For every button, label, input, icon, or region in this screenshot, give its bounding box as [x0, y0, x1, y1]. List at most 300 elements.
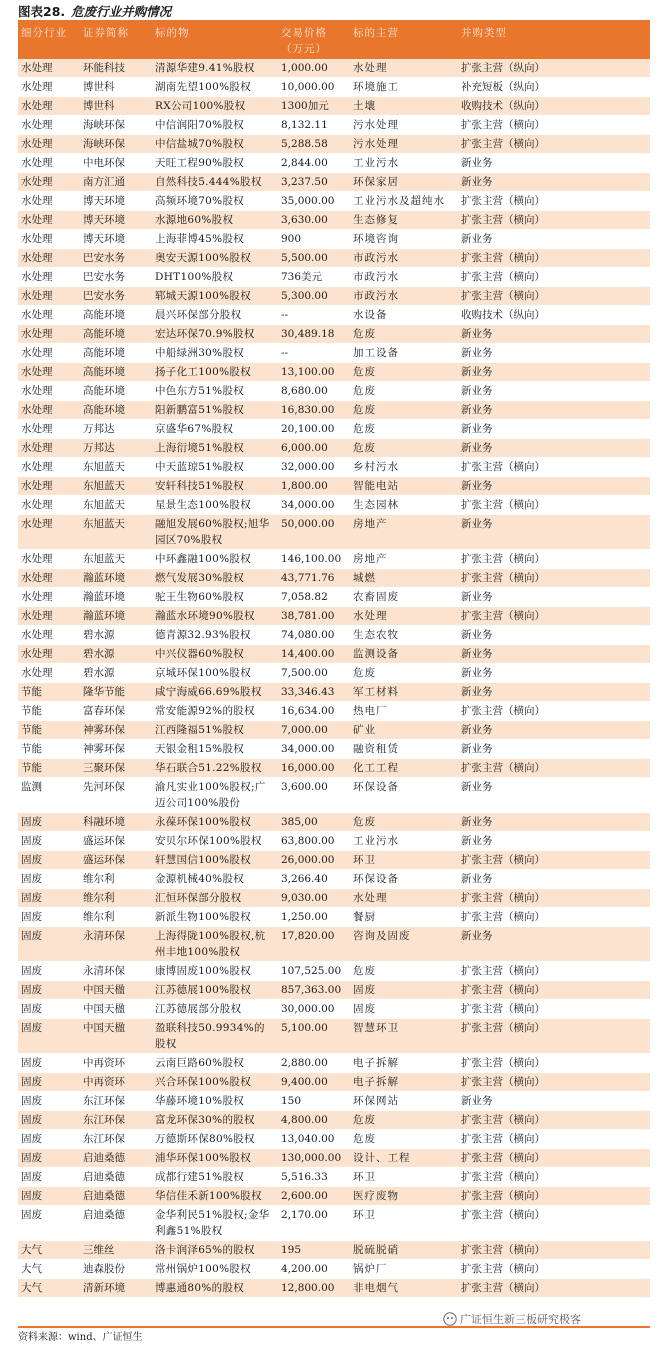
table-row [18, 569, 650, 588]
cell-type: 新业务 [458, 154, 650, 173]
cell-type: 扩张主营（横向） [458, 1241, 650, 1260]
cell-industry: 水处理 [18, 344, 80, 363]
cell-price: 5,288.58 [278, 135, 350, 154]
table-row [18, 97, 650, 116]
cell-stock: 维尔利 [80, 889, 152, 908]
cell-type: 扩张主营（横向） [458, 1279, 650, 1298]
header-price: 交易价格（万元） [278, 22, 350, 59]
cell-stock: 启迪桑德 [80, 1149, 152, 1168]
table-row [18, 962, 650, 981]
cell-type: 新业务 [458, 230, 650, 249]
table-row [18, 249, 650, 268]
cell-type: 扩张主营（横向） [458, 268, 650, 287]
cell-business: 环保设备 [350, 870, 458, 889]
cell-stock: 东江环保 [80, 1092, 152, 1111]
cell-type: 扩张主营（横向） [458, 1000, 650, 1019]
cell-business: 危废 [350, 1130, 458, 1149]
cell-type: 新业务 [458, 721, 650, 740]
wechat-icon [443, 1312, 457, 1326]
cell-industry: 水处理 [18, 382, 80, 401]
cell-price: 43,771.76 [278, 569, 350, 588]
cell-target: 永葆环保100%股权 [152, 813, 278, 832]
cell-type: 扩张主营（横向） [458, 1019, 650, 1054]
cell-target: 江苏德展部分股权 [152, 1000, 278, 1019]
cell-price: 5,300.00 [278, 287, 350, 306]
cell-type: 扩张主营（横向） [458, 192, 650, 211]
cell-industry: 水处理 [18, 607, 80, 626]
cell-business: 环保家居 [350, 173, 458, 192]
cell-target: 浦华环保100%股权 [152, 1149, 278, 1168]
cell-type: 新业务 [458, 1092, 650, 1111]
table-row [18, 1149, 650, 1168]
table-row [18, 230, 650, 249]
cell-price: 1300加元 [278, 97, 350, 116]
cell-industry: 固废 [18, 1187, 80, 1206]
table-row [18, 401, 650, 420]
cell-type: 新业务 [458, 173, 650, 192]
cell-price: 38,781.00 [278, 607, 350, 626]
cell-price: 2,170.00 [278, 1206, 350, 1241]
cell-business: 监测设备 [350, 645, 458, 664]
cell-price: 3,237.50 [278, 173, 350, 192]
cell-business: 市政污水 [350, 249, 458, 268]
cell-target: 中信盐城70%股权 [152, 135, 278, 154]
cell-stock: 万邦达 [80, 420, 152, 439]
cell-price: 7,000.00 [278, 721, 350, 740]
cell-target: 宏达环保70.9%股权 [152, 325, 278, 344]
cell-type: 扩张主营（横向） [458, 1054, 650, 1073]
cell-industry: 水处理 [18, 59, 80, 78]
header-stock: 证券简称 [80, 22, 152, 59]
cell-industry: 水处理 [18, 173, 80, 192]
cell-type: 新业务 [458, 363, 650, 382]
cell-business: 锅炉厂 [350, 1260, 458, 1279]
cell-business: 智慧环卫 [350, 1019, 458, 1054]
table-row [18, 1073, 650, 1092]
cell-type: 扩张主营（横向） [458, 1260, 650, 1279]
cell-target: 清源华建9.41%股权 [152, 59, 278, 78]
cell-type: 扩张主营（纵向） [458, 59, 650, 78]
cell-type: 扩张主营（横向） [458, 211, 650, 230]
cell-industry: 大气 [18, 1279, 80, 1298]
cell-business: 生态农牧 [350, 626, 458, 645]
cell-business: 军工材料 [350, 683, 458, 702]
table-row [18, 287, 650, 306]
cell-price: 34,000.00 [278, 740, 350, 759]
table-row [18, 981, 650, 1000]
cell-target: 常州锅炉100%股权 [152, 1260, 278, 1279]
cell-type: 扩张主营（横向） [458, 249, 650, 268]
cell-industry: 固废 [18, 908, 80, 927]
cell-price: 107,525.00 [278, 962, 350, 981]
cell-business: 融资租赁 [350, 740, 458, 759]
cell-industry: 水处理 [18, 249, 80, 268]
cell-industry: 水处理 [18, 192, 80, 211]
cell-price: 20,100.00 [278, 420, 350, 439]
cell-type: 新业务 [458, 778, 650, 813]
cell-target: 常安能源92%的股权 [152, 702, 278, 721]
cell-business: 城燃 [350, 569, 458, 588]
cell-type: 新业务 [458, 477, 650, 496]
cell-business: 危废 [350, 439, 458, 458]
cell-industry: 水处理 [18, 588, 80, 607]
cell-target: 京盛华67%股权 [152, 420, 278, 439]
cell-type: 扩张主营（横向） [458, 1149, 650, 1168]
cell-business: 危废 [350, 363, 458, 382]
cell-industry: 固废 [18, 1019, 80, 1054]
cell-price: 4,200.00 [278, 1260, 350, 1279]
ma-table [18, 22, 650, 1298]
cell-stock: 中再资环 [80, 1073, 152, 1092]
cell-price: 4,800.00 [278, 1111, 350, 1130]
cell-industry: 水处理 [18, 268, 80, 287]
cell-industry: 监测 [18, 778, 80, 813]
cell-target: 中天蓝琼51%股权 [152, 458, 278, 477]
cell-price: 195 [278, 1241, 350, 1260]
cell-target: 万德斯环保80%股权 [152, 1130, 278, 1149]
cell-price: 2,844.00 [278, 154, 350, 173]
cell-business: 水设备 [350, 306, 458, 325]
table-row [18, 363, 650, 382]
cell-target: 富龙环保30%的股权 [152, 1111, 278, 1130]
cell-type: 扩张主营（横向） [458, 981, 650, 1000]
cell-stock: 维尔利 [80, 908, 152, 927]
cell-business: 工业污水及超纯水 [350, 192, 458, 211]
cell-industry: 水处理 [18, 439, 80, 458]
cell-business: 电子拆解 [350, 1054, 458, 1073]
cell-stock: 富春环保 [80, 702, 152, 721]
cell-price: 130,000.00 [278, 1149, 350, 1168]
cell-type: 新业务 [458, 740, 650, 759]
table-body [18, 59, 650, 1298]
cell-target: 华石联合51.22%股权 [152, 759, 278, 778]
table-row [18, 496, 650, 515]
cell-stock: 三维丝 [80, 1241, 152, 1260]
cell-target: 扬子化工100%股权 [152, 363, 278, 382]
cell-target: DHT100%股权 [152, 268, 278, 287]
cell-price: 3,630.00 [278, 211, 350, 230]
cell-type: 收购技术（纵向） [458, 306, 650, 325]
table-row [18, 344, 650, 363]
cell-target: 湖南先望100%股权 [152, 78, 278, 97]
cell-target: 江西隆福51%股权 [152, 721, 278, 740]
cell-stock: 碧水源 [80, 664, 152, 683]
cell-business: 智能电站 [350, 477, 458, 496]
cell-industry: 固废 [18, 1054, 80, 1073]
cell-industry: 水处理 [18, 116, 80, 135]
cell-business: 污水处理 [350, 135, 458, 154]
cell-target: 安轩科技51%股权 [152, 477, 278, 496]
cell-type: 新业务 [458, 927, 650, 962]
cell-industry: 节能 [18, 740, 80, 759]
table-row [18, 135, 650, 154]
cell-price: 16,830.00 [278, 401, 350, 420]
table-row [18, 420, 650, 439]
table-row [18, 813, 650, 832]
cell-industry: 水处理 [18, 550, 80, 569]
cell-business: 危废 [350, 813, 458, 832]
cell-price: 146,100.00 [278, 550, 350, 569]
cell-type: 扩张主营（横向） [458, 1111, 650, 1130]
cell-target: 燃气发展30%股权 [152, 569, 278, 588]
cell-stock: 东江环保 [80, 1111, 152, 1130]
cell-industry: 水处理 [18, 515, 80, 550]
cell-stock: 巴安水务 [80, 249, 152, 268]
cell-industry: 水处理 [18, 135, 80, 154]
cell-stock: 海峡环保 [80, 135, 152, 154]
cell-business: 危废 [350, 401, 458, 420]
cell-industry: 节能 [18, 721, 80, 740]
cell-stock: 高能环境 [80, 363, 152, 382]
table-row [18, 1260, 650, 1279]
cell-stock: 巴安水务 [80, 287, 152, 306]
cell-business: 工业污水 [350, 832, 458, 851]
table-row [18, 1019, 650, 1054]
cell-type: 新业务 [458, 664, 650, 683]
cell-price: 857,363.00 [278, 981, 350, 1000]
cell-stock: 神雾环保 [80, 740, 152, 759]
cell-industry: 水处理 [18, 78, 80, 97]
cell-target: 兴合环保100%股权 [152, 1073, 278, 1092]
cell-type: 扩张主营（横向） [458, 1206, 650, 1241]
cell-business: 矿业 [350, 721, 458, 740]
cell-business: 固废 [350, 1000, 458, 1019]
source-note [18, 1326, 650, 1345]
cell-business: 土壤 [350, 97, 458, 116]
cell-industry: 大气 [18, 1260, 80, 1279]
cell-stock: 中再资环 [80, 1054, 152, 1073]
table-row [18, 664, 650, 683]
table-row [18, 1279, 650, 1298]
cell-price: 2,600.00 [278, 1187, 350, 1206]
cell-industry: 固废 [18, 981, 80, 1000]
cell-industry: 水处理 [18, 154, 80, 173]
cell-business: 危废 [350, 962, 458, 981]
cell-stock: 维尔利 [80, 870, 152, 889]
cell-price: 7,058.82 [278, 588, 350, 607]
cell-type: 新业务 [458, 645, 650, 664]
cell-industry: 节能 [18, 702, 80, 721]
table-row [18, 211, 650, 230]
table-row [18, 477, 650, 496]
cell-target: 天旺工程90%股权 [152, 154, 278, 173]
table-row [18, 550, 650, 569]
cell-type: 扩张主营（横向） [458, 851, 650, 870]
cell-industry: 水处理 [18, 664, 80, 683]
cell-price: 6,000.00 [278, 439, 350, 458]
cell-price: 5,500.00 [278, 249, 350, 268]
cell-price: 10,000.00 [278, 78, 350, 97]
cell-type: 扩张主营（横向） [458, 569, 650, 588]
cell-stock: 盛运环保 [80, 832, 152, 851]
table-row [18, 59, 650, 78]
cell-target: 中环鑫融100%股权 [152, 550, 278, 569]
table-row [18, 702, 650, 721]
cell-business: 市政污水 [350, 268, 458, 287]
cell-type: 扩张主营（横向） [458, 458, 650, 477]
figure-title [18, 4, 650, 22]
cell-stock: 先河环保 [80, 778, 152, 813]
cell-industry: 固废 [18, 851, 80, 870]
cell-industry: 水处理 [18, 211, 80, 230]
cell-industry: 水处理 [18, 287, 80, 306]
cell-price: 8,132.11 [278, 116, 350, 135]
cell-industry: 水处理 [18, 458, 80, 477]
cell-target: 咸宁海威66.69%股权 [152, 683, 278, 702]
cell-type: 扩张主营（横向） [458, 287, 650, 306]
cell-stock: 永清环保 [80, 927, 152, 962]
cell-target: RX公司100%股权 [152, 97, 278, 116]
table-row [18, 1111, 650, 1130]
table-row [18, 515, 650, 550]
cell-type: 扩张主营（横向） [458, 135, 650, 154]
cell-target: 华藤环境10%股权 [152, 1092, 278, 1111]
cell-business: 农畜固废 [350, 588, 458, 607]
cell-type: 扩张主营（横向） [458, 550, 650, 569]
table-row [18, 1054, 650, 1073]
cell-stock: 永清环保 [80, 962, 152, 981]
cell-stock: 科融环境 [80, 813, 152, 832]
table-row [18, 778, 650, 813]
cell-type: 新业务 [458, 401, 650, 420]
cell-business: 环卫 [350, 851, 458, 870]
cell-price: 1,000.00 [278, 59, 350, 78]
header-industry: 细分行业 [18, 22, 80, 59]
cell-price: 33,346.43 [278, 683, 350, 702]
cell-business: 工业污水 [350, 154, 458, 173]
cell-type: 补充短板（纵向） [458, 78, 650, 97]
cell-industry: 固废 [18, 962, 80, 981]
cell-industry: 水处理 [18, 230, 80, 249]
header-type: 并购类型 [458, 22, 650, 59]
cell-industry: 固废 [18, 1092, 80, 1111]
cell-target: 高频环境70%股权 [152, 192, 278, 211]
table-row [18, 1241, 650, 1260]
header-target: 标的物 [152, 22, 278, 59]
cell-type: 扩张主营（横向） [458, 908, 650, 927]
cell-target: 康博固废100%股权 [152, 962, 278, 981]
cell-type: 新业务 [458, 439, 650, 458]
cell-type: 收购技术（纵向） [458, 97, 650, 116]
table-row [18, 306, 650, 325]
cell-business: 危废 [350, 420, 458, 439]
cell-business: 脱硫脱硝 [350, 1241, 458, 1260]
table-row [18, 626, 650, 645]
cell-type: 扩张主营（横向） [458, 702, 650, 721]
cell-industry: 固废 [18, 832, 80, 851]
table-row [18, 908, 650, 927]
table-row [18, 1187, 650, 1206]
cell-type: 扩张主营（横向） [458, 116, 650, 135]
table-row [18, 851, 650, 870]
cell-target: 瀚蓝水环境90%股权 [152, 607, 278, 626]
cell-type: 新业务 [458, 420, 650, 439]
table-row [18, 192, 650, 211]
cell-stock: 南方汇通 [80, 173, 152, 192]
cell-industry: 大气 [18, 1241, 80, 1260]
cell-stock: 万邦达 [80, 439, 152, 458]
cell-business: 非电烟气 [350, 1279, 458, 1298]
cell-target: 金源机械40%股权 [152, 870, 278, 889]
table-row [18, 588, 650, 607]
cell-stock: 高能环境 [80, 344, 152, 363]
cell-business: 环保网站 [350, 1092, 458, 1111]
cell-business: 危废 [350, 325, 458, 344]
cell-industry: 水处理 [18, 496, 80, 515]
cell-business: 房地产 [350, 550, 458, 569]
cell-target: 华信佳禾新100%股权 [152, 1187, 278, 1206]
cell-stock: 迪森股份 [80, 1260, 152, 1279]
cell-industry: 节能 [18, 683, 80, 702]
cell-type: 新业务 [458, 325, 650, 344]
cell-target: 轩慧国信100%股权 [152, 851, 278, 870]
cell-target: 上海衍境51%股权 [152, 439, 278, 458]
cell-price: 7,500.00 [278, 664, 350, 683]
cell-stock: 高能环境 [80, 401, 152, 420]
cell-target: 渝凡实业100%股权;广迈公司100%股份 [152, 778, 278, 813]
cell-stock: 高能环境 [80, 306, 152, 325]
cell-stock: 瀚蓝环境 [80, 607, 152, 626]
cell-industry: 水处理 [18, 420, 80, 439]
table-row [18, 173, 650, 192]
cell-industry: 水处理 [18, 97, 80, 116]
cell-price: 150 [278, 1092, 350, 1111]
table-row [18, 439, 650, 458]
cell-stock: 博世科 [80, 97, 152, 116]
cell-type: 扩张主营（横向） [458, 496, 650, 515]
cell-industry: 水处理 [18, 569, 80, 588]
cell-target: 上海菲博45%股权 [152, 230, 278, 249]
cell-price: 5,100.00 [278, 1019, 350, 1054]
cell-target: 云南巨路60%股权 [152, 1054, 278, 1073]
cell-business: 咨询及固废 [350, 927, 458, 962]
cell-business: 房地产 [350, 515, 458, 550]
cell-type: 新业务 [458, 832, 650, 851]
cell-business: 生态园林 [350, 496, 458, 515]
cell-target: 上海得陇100%股权,杭州丰地100%股权 [152, 927, 278, 962]
cell-price: -- [278, 306, 350, 325]
cell-type: 新业务 [458, 515, 650, 550]
table-row [18, 1000, 650, 1019]
table-row [18, 325, 650, 344]
source-text: 资料来源：wind、广证恒生 [18, 1332, 143, 1343]
cell-industry: 固废 [18, 1073, 80, 1092]
cell-target: 成都行建51%股权 [152, 1168, 278, 1187]
cell-industry: 水处理 [18, 626, 80, 645]
cell-type: 扩张主营（横向） [458, 1187, 650, 1206]
cell-price: 17,820.00 [278, 927, 350, 962]
cell-stock: 博天环境 [80, 211, 152, 230]
cell-type: 扩张主营（横向） [458, 1168, 650, 1187]
cell-industry: 水处理 [18, 477, 80, 496]
cell-price: 3,600.00 [278, 778, 350, 813]
cell-price: 32,000.00 [278, 458, 350, 477]
cell-business: 环保设备 [350, 778, 458, 813]
watermark-text: 广证恒生新三板研究极客 [460, 1313, 581, 1326]
cell-stock: 东旭蓝天 [80, 515, 152, 550]
cell-target: 新派生物100%股权 [152, 908, 278, 927]
cell-industry: 固废 [18, 1149, 80, 1168]
cell-price: 1,250.00 [278, 908, 350, 927]
cell-stock: 碧水源 [80, 645, 152, 664]
cell-business: 化工工程 [350, 759, 458, 778]
cell-type: 新业务 [458, 813, 650, 832]
table-row [18, 78, 650, 97]
cell-business: 环境咨询 [350, 230, 458, 249]
cell-stock: 环能科技 [80, 59, 152, 78]
cell-business: 危废 [350, 664, 458, 683]
table-row [18, 927, 650, 962]
